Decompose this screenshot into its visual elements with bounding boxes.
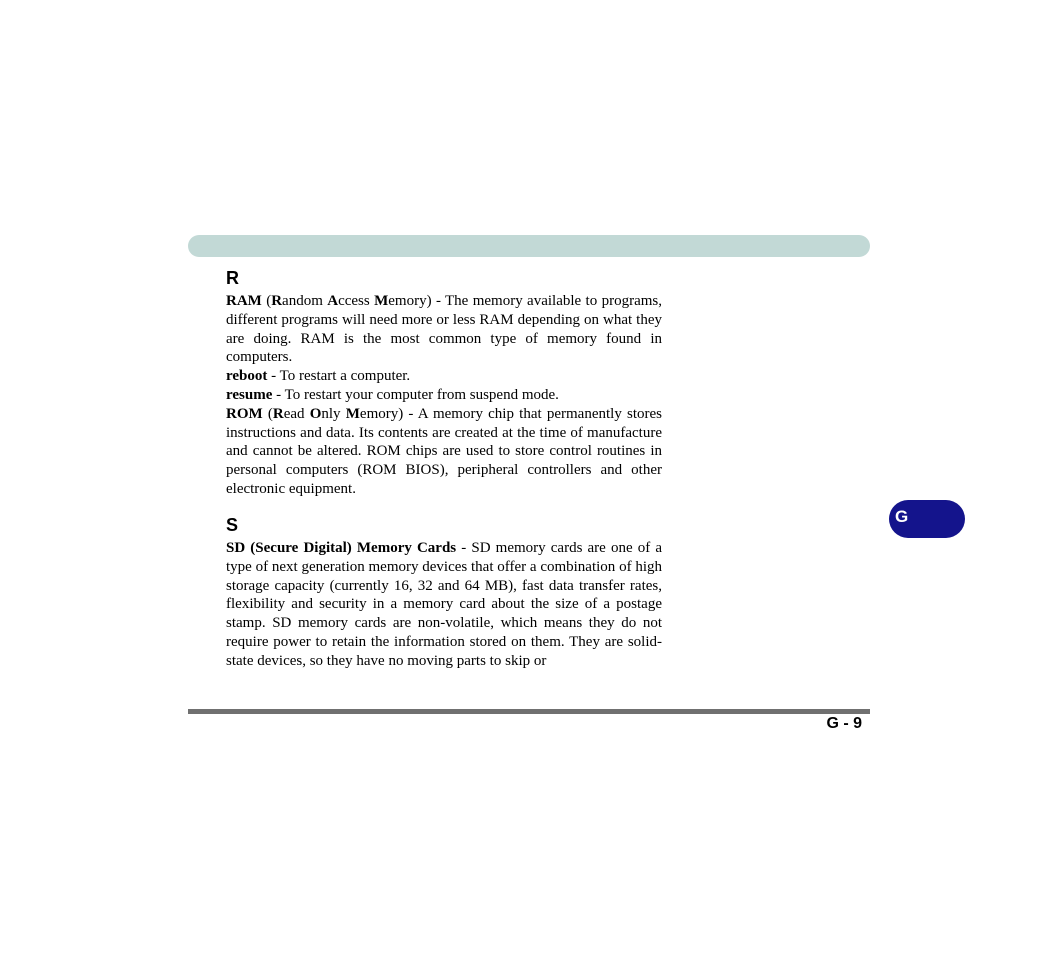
entry-definition: - A memory chip that permanently stores instructions and data. Its contents are created at the time of manufacture and cannot be altered. ROM chips are used to store control routines in personal computers (ROM BIOS), peripheral controllers and other electronic equipment.	[226, 405, 662, 497]
glossary-entry-rom: ROM (Read Only Memory) - A memory chip that permanently stores instructions and data. Its contents are created at the time of manufacture and cannot be altered. ROM chips are used to store control routines in personal computers (ROM BIOS), peripheral controllers and other electronic equipment.	[226, 405, 662, 497]
chapter-tab	[889, 500, 965, 538]
section-s-entries	[226, 539, 662, 671]
entry-definition: - To restart your computer from suspend mode.	[272, 386, 559, 403]
section-letter-s: S	[226, 515, 239, 535]
footer-line	[188, 709, 870, 714]
glossary-entry-reboot	[226, 367, 662, 386]
glossary-entry-resume	[226, 386, 662, 405]
entry-term: SD (Secure Digital) Memory Cards	[226, 540, 457, 556]
section-letter-r: R	[226, 268, 239, 288]
entry-term: resume	[226, 386, 273, 403]
glossary-entry-ram: RAM (Random Access Memory) - The memory available to programs, different programs will need more or less RAM depending on what they are doing. RAM is the most common type of memory found in computers.	[226, 293, 662, 366]
glossary-entry-sd-cards	[226, 539, 662, 671]
page-number: G - 9	[826, 715, 862, 732]
entry-definition: - SD memory cards are one of a type of next generation memory devices that offer a combination of high storage capacity (currently 16, 32 and 64 MB), fast data transfer rates, flexibility and security in a memory card about the size of a postage stamp. SD memory cards are non-volatile, which means they do not require power to retain the information stored on them. They are solid-state devices, so they have no moving parts to skip or	[226, 540, 662, 669]
section-r-entries	[226, 292, 662, 499]
chapter-tab-letter: G	[895, 507, 909, 526]
entry-term: RAM	[226, 293, 262, 309]
entry-definition: - To restart a computer.	[267, 368, 411, 385]
entry-definition: - The memory available to programs, different programs will need more or less RAM depending on what they are doing. RAM is the most common type of memory found in computers.	[226, 293, 662, 366]
entry-term: reboot	[226, 368, 268, 385]
entry-term: ROM	[226, 405, 263, 422]
header-bar	[188, 235, 870, 257]
